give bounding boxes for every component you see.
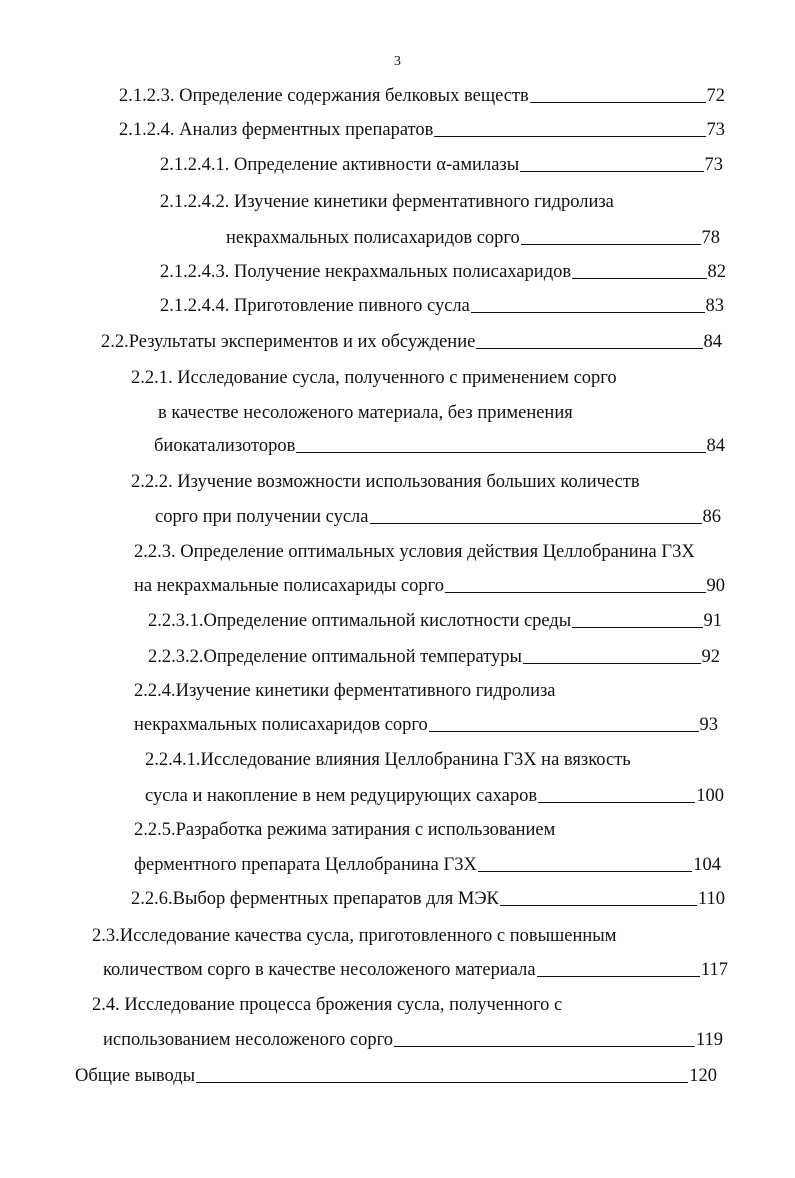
toc-entry-2-2-4-1-cont[interactable] bbox=[145, 784, 724, 808]
toc-entry-title: 2.2.5.Разработка режима затирания с использованием bbox=[134, 820, 556, 840]
toc-entry-page: 84 bbox=[706, 436, 725, 456]
toc-entry-page: 100 bbox=[696, 786, 724, 806]
toc-entry-2-1-2-4-2-cont[interactable] bbox=[226, 226, 720, 250]
toc-entry-2-2-3-2[interactable] bbox=[148, 645, 720, 669]
toc-entry-page: 73 bbox=[706, 120, 725, 140]
toc-entry-2-1-2-4[interactable] bbox=[119, 118, 725, 142]
toc-entry-page: 117 bbox=[700, 960, 728, 980]
toc-entry-page: 93 bbox=[699, 715, 718, 735]
toc-entry-2-1-2-3[interactable] bbox=[119, 84, 725, 108]
toc-entry-title: 2.1.2.4.2. Изучение кинетики ферментативного гидролиза bbox=[160, 192, 614, 212]
toc-entry-title: 2.2.3.1.Определение оптимальной кислотности среды bbox=[148, 611, 572, 631]
toc-entry-title: биокатализоторов bbox=[154, 436, 296, 456]
toc-entry-2-1-2-4-2[interactable] bbox=[160, 190, 614, 214]
toc-entry-page: 91 bbox=[703, 611, 722, 631]
toc-entry-title: 2.2.3.2.Определение оптимальной температуры bbox=[148, 647, 522, 667]
toc-entry-title: на некрахмальные полисахариды сорго bbox=[134, 576, 444, 596]
dot-leader bbox=[478, 870, 692, 872]
toc-entry-title: количеством сорго в качестве несоложеного материала bbox=[103, 960, 536, 980]
toc-entry-title: 2.2.1. Исследование сусла, полученного с применением сорго bbox=[131, 368, 617, 388]
toc-entry-title: 2.2.Результаты экспериментов и их обсуждение bbox=[101, 332, 476, 352]
dot-leader bbox=[538, 801, 695, 803]
toc-entry-2-1-2-4-4[interactable] bbox=[160, 294, 724, 318]
toc-entry-page: 104 bbox=[693, 855, 721, 875]
toc-entry-title: 2.1.2.4.1. Определение активности α-амилазы bbox=[160, 155, 520, 175]
toc-entry-page: 82 bbox=[707, 262, 726, 282]
toc-entry-page: 73 bbox=[704, 155, 723, 175]
toc-entry-title: ферментного препарата Целлобранина Г3Х bbox=[134, 855, 477, 875]
toc-entry-2-4-cont[interactable] bbox=[103, 1028, 723, 1052]
dot-leader bbox=[572, 277, 706, 279]
dot-leader bbox=[523, 662, 701, 664]
toc-entry-2-2-3[interactable] bbox=[134, 540, 695, 564]
dot-leader bbox=[434, 135, 705, 137]
toc-entry-page: 119 bbox=[695, 1030, 723, 1050]
toc-entry-title: Общие выводы bbox=[75, 1066, 196, 1086]
dot-leader bbox=[537, 975, 700, 977]
toc-entry-2-2[interactable] bbox=[101, 330, 722, 354]
toc-entry-page: 90 bbox=[706, 576, 725, 596]
dot-leader bbox=[530, 101, 706, 103]
toc-entry-title: в качестве несоложеного материала, без применения bbox=[158, 403, 573, 423]
toc-entry-title: 2.1.2.4.3. Получение некрахмальных полисахаридов bbox=[160, 262, 572, 282]
toc-entry-page: 84 bbox=[703, 332, 722, 352]
toc-entry-general-conclusions[interactable] bbox=[75, 1064, 717, 1088]
toc-entry-page: 110 bbox=[697, 889, 725, 909]
dot-leader bbox=[476, 347, 702, 349]
toc-entry-title: 2.4. Исследование процесса брожения сусла, полученного с bbox=[92, 995, 563, 1015]
toc-entry-2-2-4[interactable] bbox=[134, 679, 556, 703]
toc-entry-title: 2.2.2. Изучение возможности использования больших количеств bbox=[131, 472, 640, 492]
dot-leader bbox=[296, 451, 705, 453]
dot-leader bbox=[394, 1045, 695, 1047]
toc-entry-2-2-2-cont[interactable] bbox=[155, 505, 721, 529]
dot-leader bbox=[445, 591, 706, 593]
toc-entry-title: сорго при получении сусла bbox=[155, 507, 369, 527]
dot-leader bbox=[572, 626, 702, 628]
toc-entry-2-2-1[interactable] bbox=[131, 366, 617, 390]
toc-entry-2-4[interactable] bbox=[92, 993, 562, 1017]
toc-entry-2-2-2[interactable] bbox=[131, 470, 640, 494]
toc-entry-title: сусла и накопление в нем редуцирующих сахаров bbox=[145, 786, 538, 806]
dot-leader bbox=[471, 311, 705, 313]
page-number: 3 bbox=[394, 54, 401, 69]
toc-entry-2-2-5-cont[interactable] bbox=[134, 853, 721, 877]
toc-entry-2-2-6[interactable] bbox=[131, 887, 725, 911]
dot-leader bbox=[370, 522, 702, 524]
toc-entry-2-2-3-cont[interactable] bbox=[134, 574, 725, 598]
toc-entry-2-2-1-cont2[interactable] bbox=[154, 434, 725, 458]
toc-entry-page: 120 bbox=[689, 1066, 717, 1086]
toc-entry-2-2-4-1[interactable] bbox=[145, 748, 631, 772]
toc-entry-title: использованием несоложеного сорго bbox=[103, 1030, 393, 1050]
toc-entry-2-2-1-cont1[interactable] bbox=[158, 401, 573, 425]
toc-entry-title: 2.2.6.Выбор ферментных препаратов для МЭК bbox=[131, 889, 499, 909]
toc-entry-page: 92 bbox=[701, 647, 720, 667]
toc-entry-page: 83 bbox=[705, 296, 724, 316]
dot-leader bbox=[521, 243, 701, 245]
toc-entry-2-2-4-cont[interactable] bbox=[134, 713, 718, 737]
toc-entry-title: 2.2.4.1.Исследование влияния Целлобранина Г3Х на вязкость bbox=[145, 750, 631, 770]
toc-entry-title: некрахмальных полисахаридов сорго bbox=[226, 228, 520, 248]
toc-entry-page: 78 bbox=[701, 228, 720, 248]
dot-leader bbox=[429, 730, 699, 732]
toc-entry-2-2-5[interactable] bbox=[134, 818, 555, 842]
toc-entry-page: 86 bbox=[702, 507, 721, 527]
dot-leader bbox=[520, 170, 703, 172]
toc-entry-title: 2.2.3. Определение оптимальных условия действия Целлобранина Г3Х bbox=[134, 542, 695, 562]
dot-leader bbox=[196, 1081, 688, 1083]
toc-entry-page: 72 bbox=[706, 86, 725, 106]
toc-entry-title: 2.1.2.4.4. Приготовление пивного сусла bbox=[160, 296, 470, 316]
toc-entry-2-1-2-4-3[interactable] bbox=[160, 260, 726, 284]
dot-leader bbox=[500, 904, 697, 906]
toc-entry-2-3[interactable] bbox=[92, 924, 616, 948]
toc-entry-title: 2.1.2.3. Определение содержания белковых веществ bbox=[119, 86, 529, 106]
toc-entry-2-2-3-1[interactable] bbox=[148, 609, 722, 633]
toc-entry-title: некрахмальных полисахаридов сорго bbox=[134, 715, 428, 735]
toc-entry-2-1-2-4-1[interactable] bbox=[160, 153, 723, 177]
toc-entry-title: 2.2.4.Изучение кинетики ферментативного гидролиза bbox=[134, 681, 556, 701]
toc-entry-title: 2.3.Исследование качества сусла, приготовленного с повышенным bbox=[92, 926, 617, 946]
toc-entry-2-3-cont[interactable] bbox=[103, 958, 728, 982]
toc-entry-title: 2.1.2.4. Анализ ферментных препаратов bbox=[119, 120, 434, 140]
